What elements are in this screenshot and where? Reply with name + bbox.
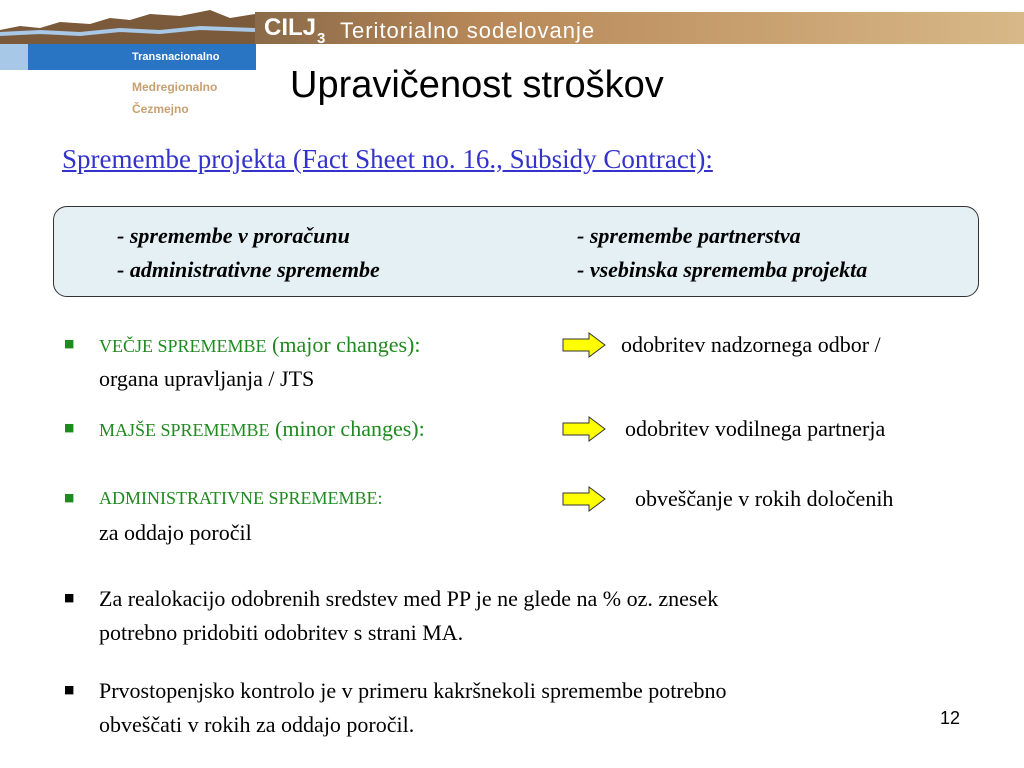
subtitle: Spremembe projekta (Fact Sheet no. 16., Subsidy Contract): [62,144,713,174]
bullet-square-icon: ■ [64,491,75,504]
bullet-square-icon: ■ [64,421,75,434]
right-arrow-icon [562,416,606,442]
bullet-result: obveščanje v rokih določenih [635,486,894,511]
strand-crossborder: Čezmejno [132,102,189,116]
header-strip-accent [28,44,120,70]
right-arrow-icon [562,332,606,358]
page-title: Upravičenost stroškov [290,64,664,106]
note-line-2: potrebno pridobiti odobritev s strani MA. [99,620,464,645]
bullet-continuation: za oddajo poročil [99,520,252,545]
bullet-label: VEČJE SPREMEMBE (major changes): [99,332,421,357]
bullet-square-icon: ■ [64,591,75,604]
note-line-1: Za realokacijo odobrenih sredstev med PP je ne glede na % oz. znesek [99,586,719,611]
bullet-result: odobritev nadzornega odbor / [621,332,881,357]
program-logo: $CILJ_3$ [264,14,326,47]
program-name: Teritorialno sodelovanje [340,18,596,43]
note-line-1: Prvostopenjsko kontrolo je v primeru kakršnekoli spremembe potrebno [99,678,727,703]
strand-transnational: Transnacionalno [120,44,256,70]
bullet-square-icon: ■ [64,337,75,350]
box-item-partnership: - spremembe partnerstva [577,223,801,248]
bullet-square-icon: ■ [64,683,75,696]
bullet-result: odobritev vodilnega partnerja [625,416,886,441]
note-line-2: obveščati v rokih za oddajo poročil. [99,712,415,737]
box-item-content: - vsebinska sprememba projekta [577,257,868,282]
bullet-continuation: organa upravljanja / JTS [99,366,315,391]
box-item-administrative: - administrativne spremembe [117,257,380,282]
right-arrow-icon [562,486,606,512]
box-item-budget: - spremembe v proračunu [117,223,350,248]
strand-interregional: Medregionalno [132,80,218,94]
changes-box [53,206,979,297]
slide-number: 12 [940,708,961,728]
bullet-label: ADMINISTRATIVNE SPREMEMBE: [99,488,383,508]
bullet-label: MAJŠE SPREMEMBE (minor changes): [99,416,425,441]
